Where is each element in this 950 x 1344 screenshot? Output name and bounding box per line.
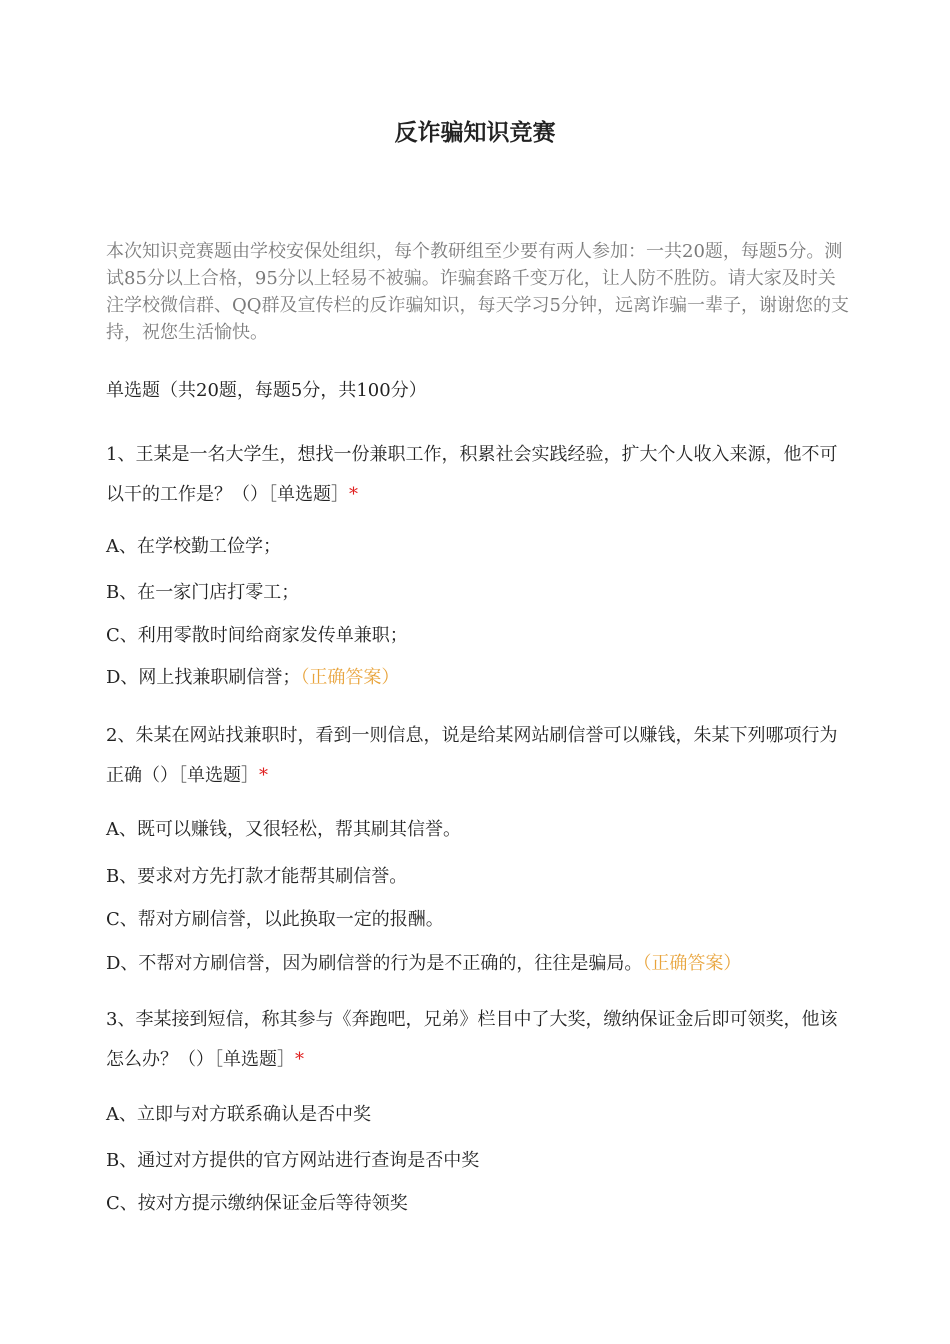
question-3-option-b[interactable]: B、通过对方提供的官方网站进行查询是否中奖	[106, 1150, 480, 1171]
question-1-option-c[interactable]: C、利用零散时间给商家发传单兼职；	[106, 625, 408, 646]
required-mark: *	[349, 484, 358, 505]
question-3-option-a[interactable]: A、立即与对方联系确认是否中奖	[106, 1104, 371, 1125]
question-2	[106, 716, 846, 796]
question-1-option-d[interactable]	[106, 664, 846, 692]
option-text: D、不帮对方刷信誉，因为刷信誉的行为是不正确的，往往是骗局。	[106, 953, 643, 974]
required-mark: *	[295, 1049, 304, 1070]
question-text: 3、李某接到短信，称其参与《奔跑吧，兄弟》栏目中了大奖，缴纳保证金后即可领奖，他该怎么办？（）［单选题］	[106, 1009, 838, 1070]
question-2-option-d[interactable]	[106, 950, 846, 978]
required-mark: *	[259, 765, 268, 786]
correct-answer-label: （正确答案）	[300, 667, 400, 688]
page-title: 反诈骗知识竞赛	[394, 120, 556, 146]
question-2-option-b[interactable]: B、要求对方先打款才能帮其刷信誉。	[106, 866, 408, 887]
option-text: D、网上找兼职刷信誉；	[106, 667, 301, 688]
question-text: 2、朱某在网站找兼职时，看到一则信息，说是给某网站刷信誉可以赚钱，朱某下列哪项行为正确（）［单选题］	[106, 725, 838, 786]
intro-paragraph: 本次知识竞赛题由学校安保处组织，每个教研组至少要有两人参加：一共20题，每题5分。测试85分以上合格，95分以上轻易不被骗。诈骗套路千变万化，让人防不胜防。请大家及时关注学校微信群、QQ群及宣传栏的反诈骗知识，每天学习5分钟，远离诈骗一辈子，谢谢您的支持，祝您生活愉快。	[106, 241, 849, 343]
question-1	[106, 435, 846, 515]
question-3-option-c[interactable]: C、按对方提示缴纳保证金后等待领奖	[106, 1193, 408, 1214]
question-text: 1、王某是一名大学生，想找一份兼职工作，积累社会实践经验，扩大个人收入来源，他不可以干的工作是？（）［单选题］	[106, 444, 838, 505]
question-1-option-a[interactable]: A、在学校勤工俭学；	[106, 536, 281, 557]
question-3	[106, 1000, 846, 1080]
correct-answer-label: （正确答案）	[642, 953, 742, 974]
section-header: 单选题（共20题，每题5分，共100分）	[106, 380, 427, 401]
question-2-option-c[interactable]: C、帮对方刷信誉，以此换取一定的报酬。	[106, 909, 444, 930]
question-1-option-b[interactable]: B、在一家门店打零工；	[106, 582, 300, 603]
question-2-option-a[interactable]: A、既可以赚钱，又很轻松，帮其刷其信誉。	[106, 819, 461, 840]
